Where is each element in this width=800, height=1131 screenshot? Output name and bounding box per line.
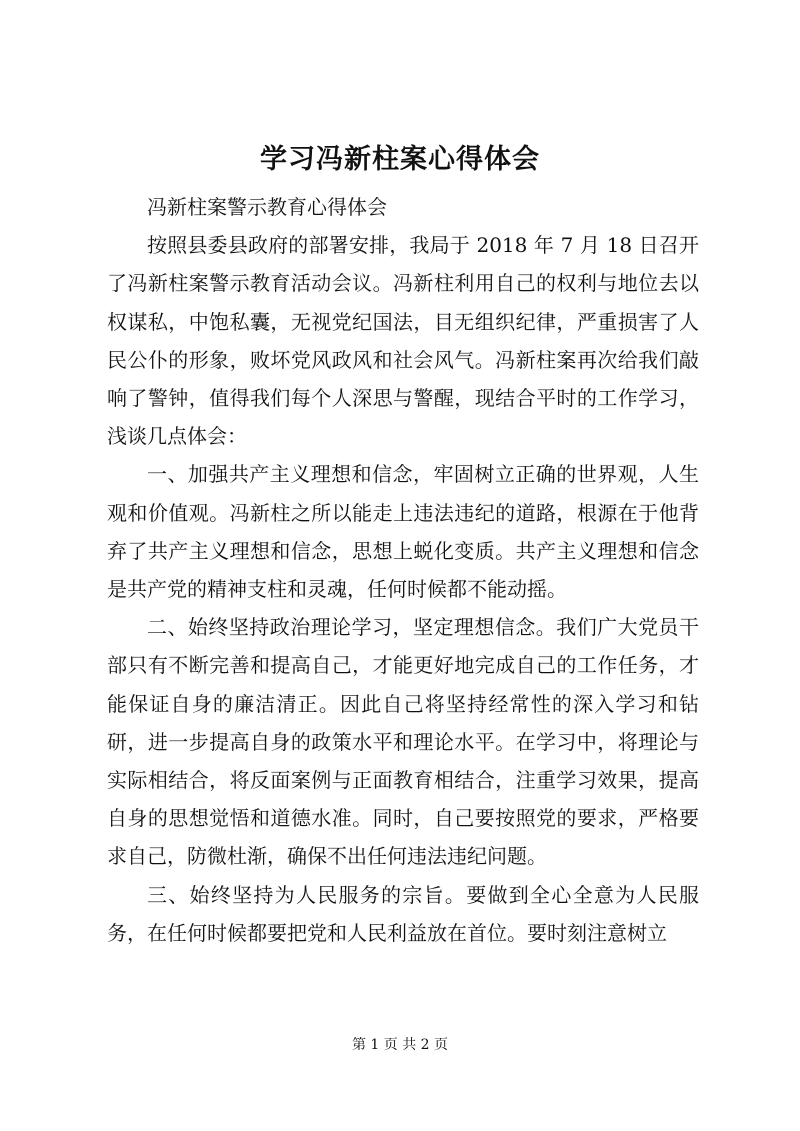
paragraph-point-two: 二、始终坚持政治理论学习，坚定理想信念。我们广大党员干部只有不断完善和提高自己，才能更好地完成自己的工作任务，才能保证自身的廉洁清正。因此自己将坚持经常性的深入学习和钻研，进一步提高自身的政策水平和理论水平。在学习中，将理论与实际相结合，将反面案例与正面教育相结合，注重学习效果，提高自身的思想觉悟和道德水准。同时，自己要按照党的要求，严格要求自己，防微杜渐，确保不出任何违法违纪问题。 [107,615,699,869]
paragraph-point-three: 三、始终坚持为人民服务的宗旨。要做到全心全意为人民服务，在任何时候都要把党和人民利益放在首位。要时刻注意树立 [107,882,699,945]
paragraph-point-one: 一、加强共产主义理想和信念，牢固树立正确的世界观，人生观和价值观。冯新柱之所以能走上违法违纪的道路，根源在于他背弃了共产主义理想和信念，思想上蜕化变质。共产主义理想和信念是共产党的精神支柱和灵魂，任何时候都不能动摇。 [107,462,699,602]
paragraph-intro: 按照县委县政府的部署安排，我局于 2018 年 7 月 18 日召开了冯新柱案警示教育活动会议。冯新柱利用自己的权利与地位去以权谋私，中饱私囊，无视党纪国法，目无组织纪律，严重损害了人民公仆的形象，败坏党风政风和社会风气。冯新柱案再次给我们敲响了警钟，值得我们每个人深思与警醒，现结合平时的工作学习，浅谈几点体会： [107,233,699,449]
page-number-footer: 第 1 页 共 2 页 [351,1037,449,1053]
document-subtitle: 冯新柱案警示教育心得体会 [147,195,387,219]
document-title: 学习冯新柱案心得体会 [260,144,540,175]
document-body [107,188,699,952]
